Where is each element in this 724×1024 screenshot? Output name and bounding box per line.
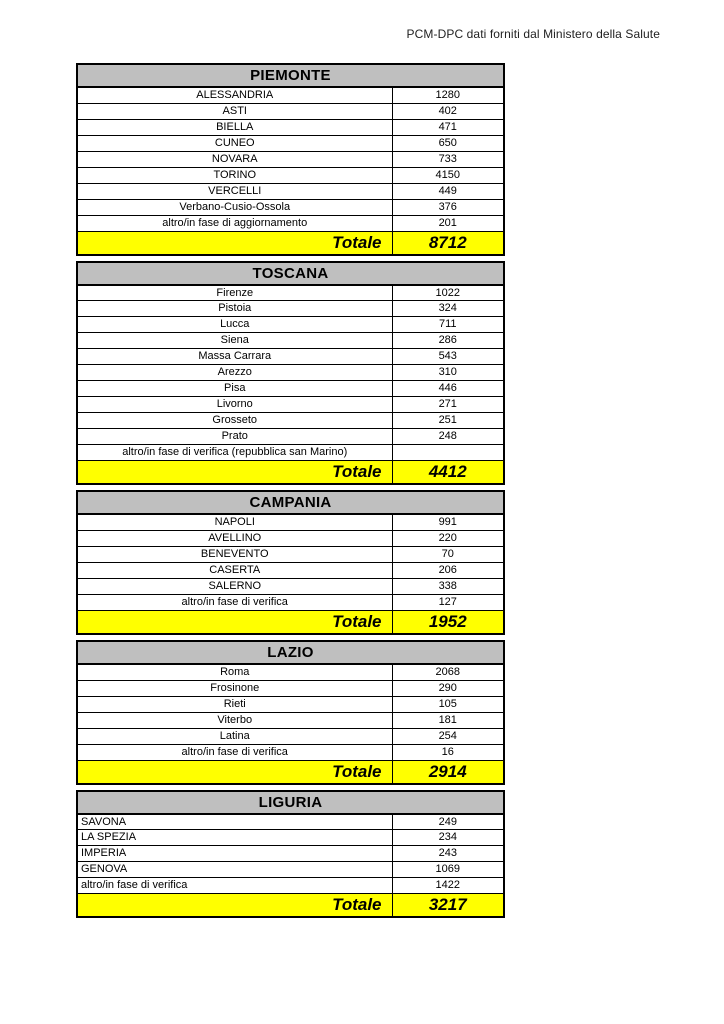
region-title: LAZIO [77,641,504,664]
province-name: SAVONA [77,814,392,830]
region-header-row [77,262,504,285]
table-row [77,333,504,349]
table-row [77,530,504,546]
province-value: 310 [392,365,504,381]
province-name: Latina [77,728,392,744]
total-row [77,610,504,634]
province-name: Frosinone [77,680,392,696]
province-name: ALESSANDRIA [77,87,392,103]
table-row [77,680,504,696]
province-value: 206 [392,562,504,578]
table-row [77,103,504,119]
province-name: IMPERIA [77,846,392,862]
region-table-body [77,285,504,461]
table-row [77,151,504,167]
province-name: altro/in fase di aggiornamento [77,215,392,231]
table-row [77,594,504,610]
province-value: 1280 [392,87,504,103]
province-value: 543 [392,349,504,365]
page-header-caption: PCM-DPC dati forniti dal Ministero della Salute [406,27,660,41]
table-row [77,712,504,728]
province-value [392,445,504,461]
table-row [77,365,504,381]
province-value: 4150 [392,167,504,183]
region-header-row [77,641,504,664]
province-value: 127 [392,594,504,610]
province-name: altro/in fase di verifica [77,744,392,760]
table-row [77,562,504,578]
province-name: SALERNO [77,578,392,594]
total-label: Totale [77,231,392,255]
region-table [76,490,505,635]
province-name: altro/in fase di verifica [77,878,392,894]
province-name: LA SPEZIA [77,830,392,846]
province-name: Verbano-Cusio-Ossola [77,199,392,215]
province-value: 105 [392,696,504,712]
table-row [77,846,504,862]
province-name: ASTI [77,103,392,119]
region-table [76,261,505,486]
province-value: 251 [392,413,504,429]
province-value: 1022 [392,285,504,301]
table-row [77,429,504,445]
total-row [77,461,504,485]
province-value: 249 [392,814,504,830]
province-value: 402 [392,103,504,119]
province-name: BENEVENTO [77,546,392,562]
total-row [77,894,504,918]
province-value: 290 [392,680,504,696]
table-row [77,413,504,429]
region-tables-container [76,63,503,923]
province-value: 733 [392,151,504,167]
table-row [77,878,504,894]
province-name: Livorno [77,397,392,413]
province-value: 234 [392,830,504,846]
province-value: 324 [392,301,504,317]
region-table-body [77,814,504,894]
province-value: 70 [392,546,504,562]
total-row [77,760,504,784]
province-name: CUNEO [77,135,392,151]
province-name: altro/in fase di verifica (repubblica san Marino) [77,445,392,461]
province-name: Siena [77,333,392,349]
province-name: TORINO [77,167,392,183]
province-value: 243 [392,846,504,862]
table-row [77,862,504,878]
total-row [77,231,504,255]
table-row [77,199,504,215]
province-name: altro/in fase di verifica [77,594,392,610]
table-row [77,814,504,830]
province-value: 286 [392,333,504,349]
province-name: VERCELLI [77,183,392,199]
total-value: 4412 [392,461,504,485]
province-value: 271 [392,397,504,413]
total-label: Totale [77,760,392,784]
province-name: Lucca [77,317,392,333]
province-name: Firenze [77,285,392,301]
province-value: 449 [392,183,504,199]
province-value: 181 [392,712,504,728]
region-table-body [77,664,504,760]
table-row [77,215,504,231]
table-row [77,167,504,183]
province-name: Pisa [77,381,392,397]
province-name: Rieti [77,696,392,712]
province-value: 376 [392,199,504,215]
total-label: Totale [77,461,392,485]
table-row [77,87,504,103]
province-name: Arezzo [77,365,392,381]
province-value: 2068 [392,664,504,680]
province-value: 16 [392,744,504,760]
region-header-row [77,791,504,814]
province-name: NAPOLI [77,514,392,530]
province-value: 1069 [392,862,504,878]
province-value: 248 [392,429,504,445]
province-value: 201 [392,215,504,231]
table-row [77,183,504,199]
total-value: 1952 [392,610,504,634]
region-table [76,63,505,256]
table-row [77,514,504,530]
province-name: Roma [77,664,392,680]
province-name: CASERTA [77,562,392,578]
region-table [76,640,505,785]
province-value: 650 [392,135,504,151]
province-value: 471 [392,119,504,135]
table-row [77,301,504,317]
table-row [77,546,504,562]
region-title: PIEMONTE [77,64,504,87]
total-value: 2914 [392,760,504,784]
table-row [77,119,504,135]
total-value: 8712 [392,231,504,255]
province-name: Pistoia [77,301,392,317]
table-row [77,397,504,413]
table-row [77,578,504,594]
province-value: 220 [392,530,504,546]
total-label: Totale [77,610,392,634]
region-table-body [77,87,504,231]
table-row [77,445,504,461]
table-row [77,696,504,712]
province-value: 338 [392,578,504,594]
table-row [77,744,504,760]
province-value: 254 [392,728,504,744]
province-value: 711 [392,317,504,333]
province-name: BIELLA [77,119,392,135]
province-name: NOVARA [77,151,392,167]
region-title: CAMPANIA [77,491,504,514]
province-name: Prato [77,429,392,445]
table-row [77,135,504,151]
total-value: 3217 [392,894,504,918]
region-header-row [77,64,504,87]
table-row [77,381,504,397]
table-row [77,317,504,333]
region-table-body [77,514,504,610]
table-row [77,349,504,365]
province-name: Viterbo [77,712,392,728]
province-name: Grosseto [77,413,392,429]
table-row [77,728,504,744]
province-name: GENOVA [77,862,392,878]
total-label: Totale [77,894,392,918]
province-value: 1422 [392,878,504,894]
table-row [77,285,504,301]
table-row [77,664,504,680]
table-row [77,830,504,846]
region-title: TOSCANA [77,262,504,285]
region-table [76,790,505,919]
region-title: LIGURIA [77,791,504,814]
region-header-row [77,491,504,514]
province-value: 446 [392,381,504,397]
province-name: AVELLINO [77,530,392,546]
province-name: Massa Carrara [77,349,392,365]
province-value: 991 [392,514,504,530]
